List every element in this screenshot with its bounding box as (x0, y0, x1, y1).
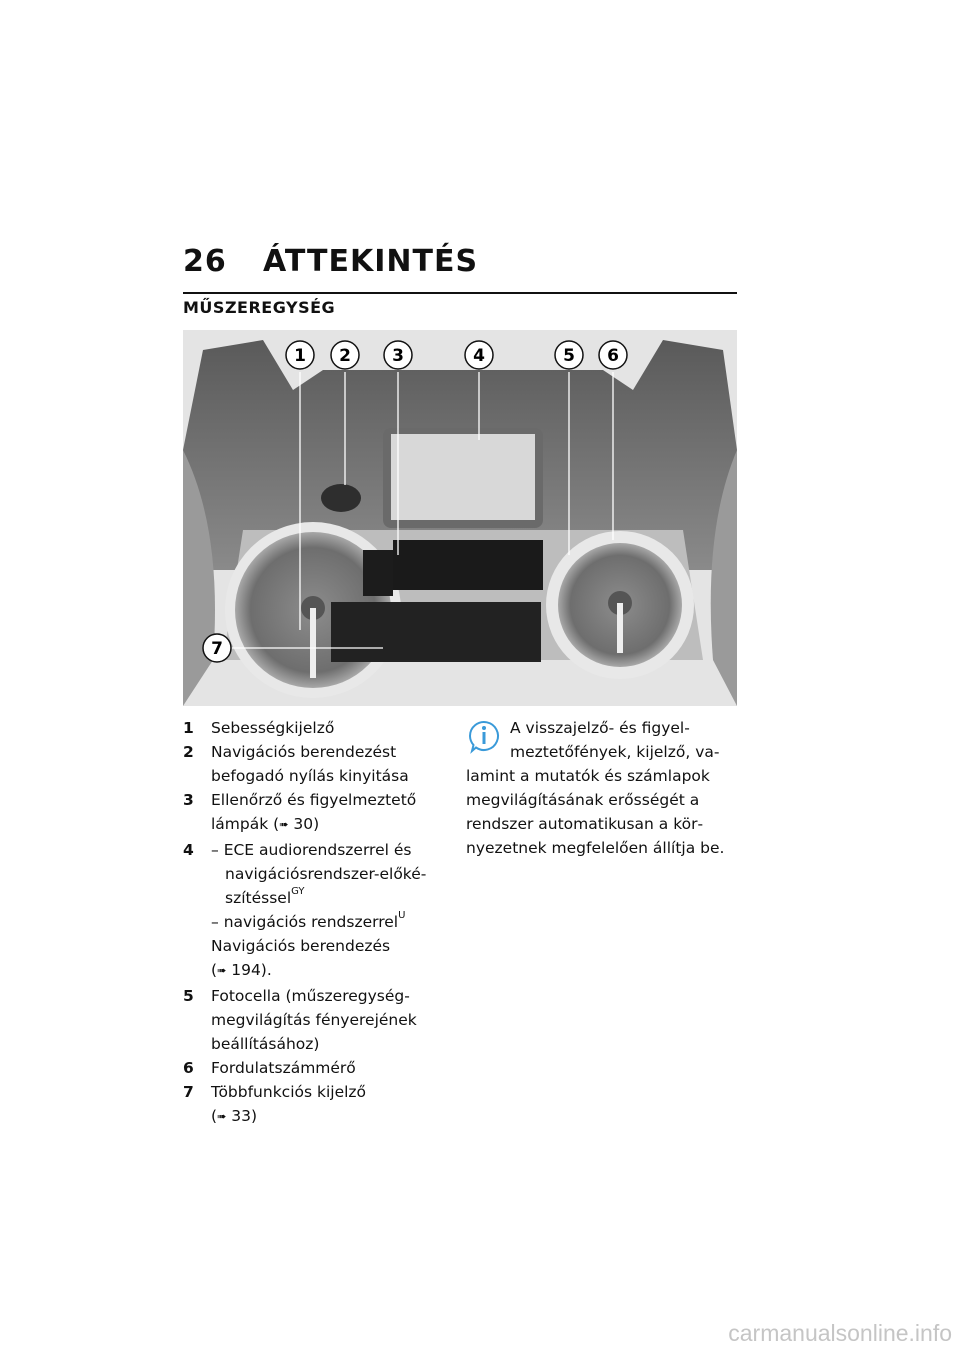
page-ref-arrow-icon: ➠ (279, 818, 289, 831)
instrument-cluster-illustration (183, 330, 737, 706)
page-ref-arrow-icon: ➠ (217, 964, 227, 977)
callout-5: 5 (563, 346, 575, 366)
list-item: 5 Fotocella (műszeregység-megvilágítás fényerejének beállításához) (183, 987, 417, 1053)
list-item: 4 – ECE audiorendszerrel és navigációsrendszer-előkészítéssel$^{GY}$ – navigációs rendszerrel$^U$ Navigációs berendezés (➠ 194). (183, 838, 443, 984)
callout-6: 6 (607, 346, 619, 366)
list-item: 6 Fordulatszámmérő (183, 1059, 356, 1077)
callout-2: 2 (339, 346, 351, 366)
callout-3: 3 (392, 346, 404, 366)
list-item: 1 Sebességkijelző (183, 719, 335, 737)
sub-item: – navigációs rendszerrel$^U$ (211, 910, 406, 931)
info-note: A visszajelző- és figyelmeztetőfények, kijelző, valamint a mutatók és számlapok megvilágításának erősségét a rendszer automatikusan a környezetnek megfelelően állítja be. (466, 719, 725, 857)
chapter-title: ÁTTEKINTÉS (263, 244, 479, 279)
header-rule (183, 292, 737, 294)
callout-7: 7 (211, 639, 223, 659)
list-item: 3 Ellenőrző és figyelmeztető lámpák (➠ 30) (183, 788, 443, 838)
legend-list (183, 716, 443, 1130)
callout-1: 1 (294, 346, 306, 366)
watermark: carmanualsonline.info (728, 1320, 952, 1346)
page-number: 26 (183, 244, 227, 279)
list-item: 7 Többfunkciós kijelző (➠ 33) (183, 1080, 443, 1130)
list-item: 2 Navigációs berendezést befogadó nyílás kinyitása (183, 743, 409, 785)
info-icon (466, 718, 502, 754)
callout-4: 4 (473, 346, 485, 366)
instrument-cluster-figure (183, 330, 737, 706)
sub-item: – ECE audiorendszerrel és navigációsrendszer-előkészítéssel$^{GY}$ (211, 841, 427, 907)
page-ref-arrow-icon: ➠ (217, 1110, 227, 1123)
section-title: MŰSZEREGYSÉG (183, 298, 336, 317)
